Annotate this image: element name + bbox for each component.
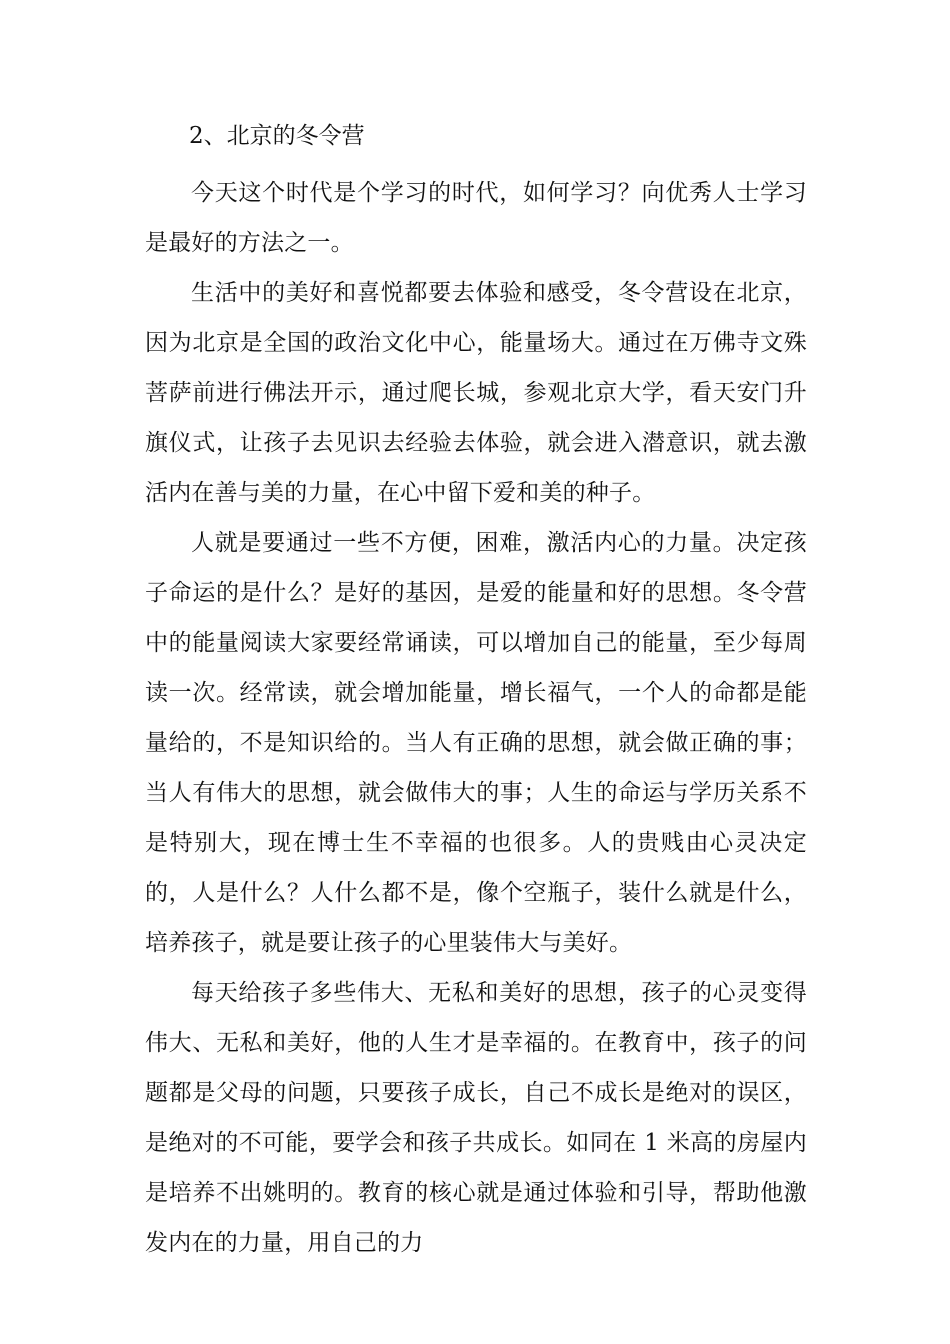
section-heading: 2、北京的冬令营: [189, 123, 365, 149]
document-body: [145, 118, 807, 1268]
paragraph-study-era: 今天这个时代是个学习的时代，如何学习？向优秀人士学习是最好的方法之一。: [145, 180, 807, 256]
paragraph-beijing-camp: 生活中的美好和喜悦都要去体验和感受，冬令营设在北京，因为北京是全国的政治文化中心，能量场大。通过在万佛寺文殊菩萨前进行佛法开示，通过爬长城，参观北京大学，看天安门升旗仪式，让孩子去见识去经验去体验，就会进入潜意识，就去激活内在善与美的力量，在心中留下爱和美的种子。: [145, 280, 807, 506]
paragraph-grow-together: 每天给孩子多些伟大、无私和美好的思想，孩子的心灵变得伟大、无私和美好，他的人生才是幸福的。在教育中，孩子的问题都是父母的问题，只要孩子成长，自己不成长是绝对的误区，是绝对的不可能，要学会和孩子共成长。如同在 1 米高的房屋内是培养不出姚明的。教育的核心就是通过体验和引导，帮助他激发内在的力量，用自己的力: [145, 980, 807, 1256]
paragraph-inner-power: 人就是要通过一些不方便，困难，激活内心的力量。决定孩子命运的是什么？是好的基因，是爱的能量和好的思想。冬令营中的能量阅读大家要经常诵读，可以增加自己的能量，至少每周读一次。经常读，就会增加能量，增长福气，一个人的命都是能量给的，不是知识给的。当人有正确的思想，就会做正确的事；当人有伟大的思想，就会做伟大的事；人生的命运与学历关系不是特别大，现在博士生不幸福的也很多。人的贵贱由心灵决定的，人是什么？人什么都不是，像个空瓶子，装什么就是什么，培养孩子，就是要让孩子的心里装伟大与美好。: [145, 530, 807, 956]
